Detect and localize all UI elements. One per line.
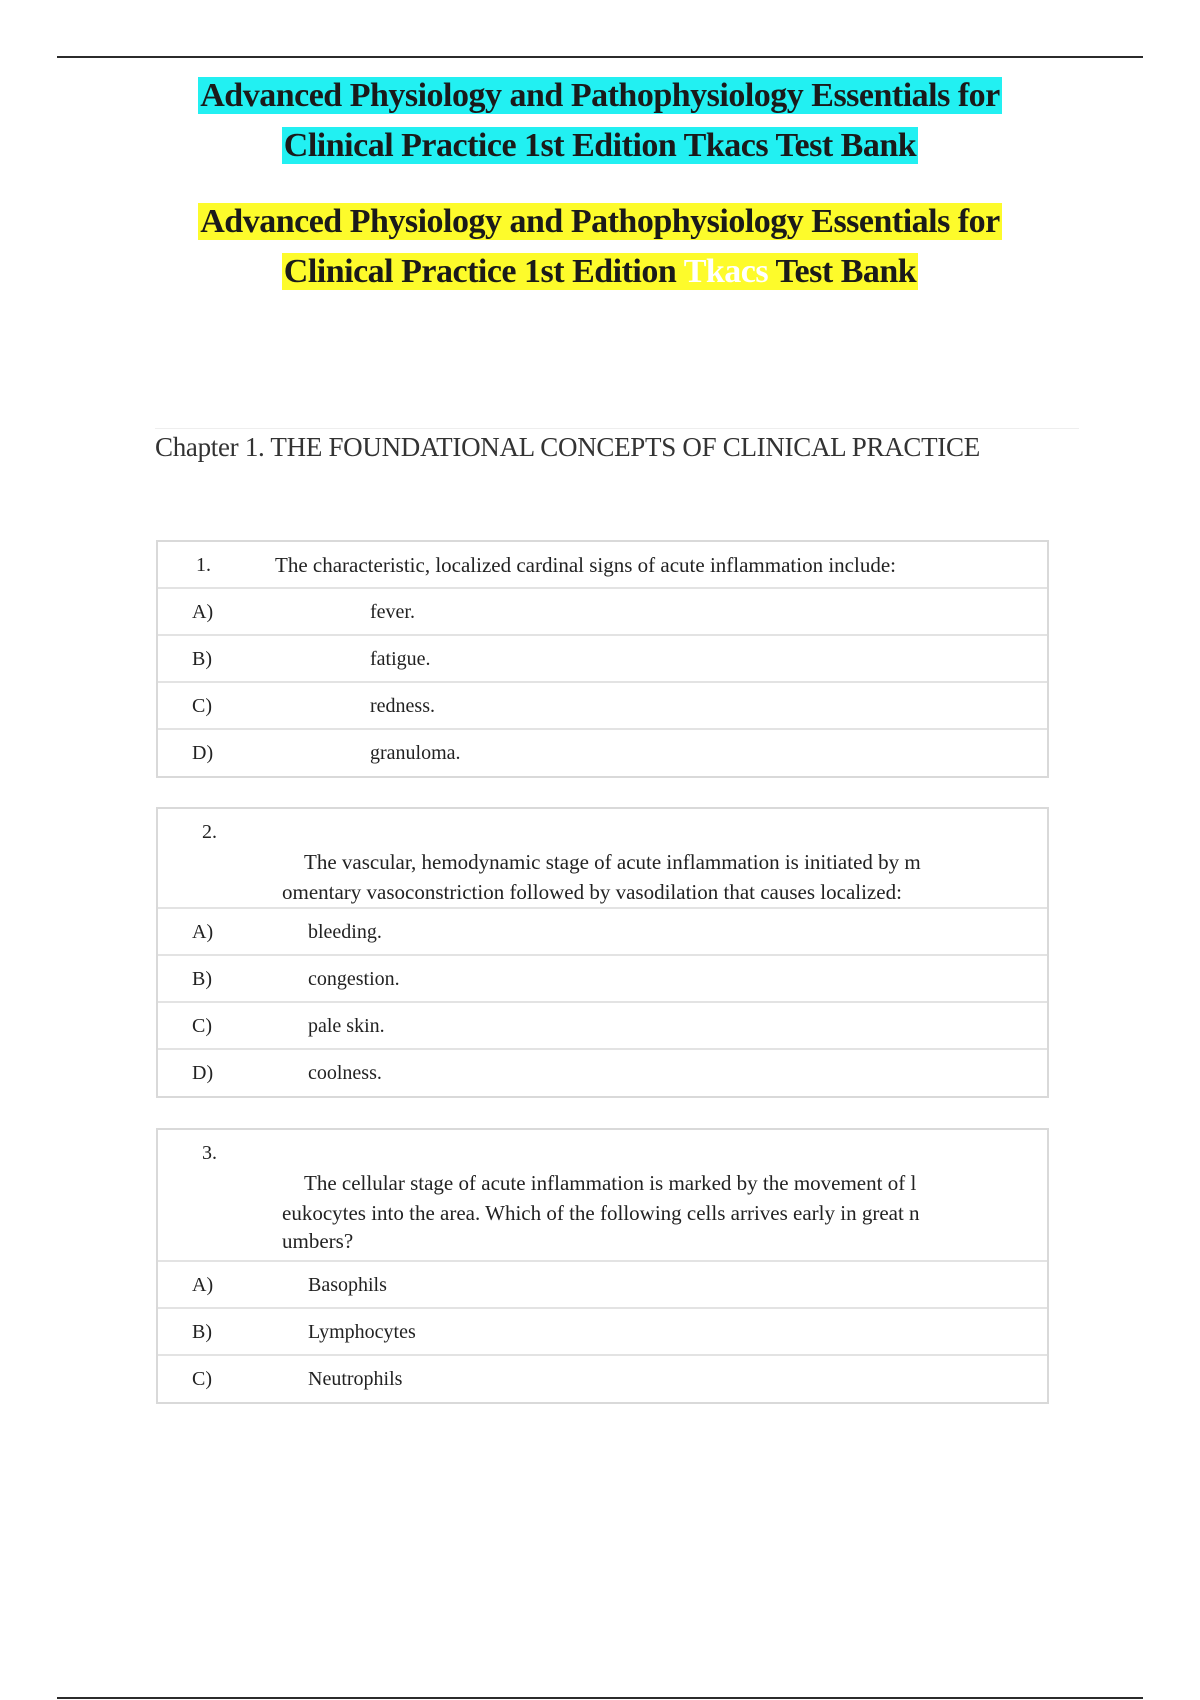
option-letter: C)	[192, 1015, 212, 1037]
question-1-table	[156, 540, 1049, 778]
option-letter: A)	[192, 601, 214, 623]
question-row	[158, 1130, 1047, 1262]
option-text: granuloma.	[370, 742, 461, 764]
option-letter: D)	[192, 1062, 214, 1084]
option-text: redness.	[370, 695, 435, 717]
title-line-2: Clinical Practice 1st Edition Tkacs Test Bank	[283, 127, 917, 164]
chapter-heading: Chapter 1. THE FOUNDATIONAL CONCEPTS OF CLINICAL PRACTICE	[155, 428, 1079, 465]
option-letter: A)	[192, 1274, 214, 1296]
question-row	[158, 809, 1047, 909]
question-text-line-2: eukocytes into the area. Which of the following cells arrives early in great n	[282, 1201, 920, 1225]
option-row	[158, 1262, 1047, 1309]
option-text: Lymphocytes	[308, 1321, 416, 1343]
title-line-1: Advanced Physiology and Pathophysiology Essentials for	[200, 77, 1000, 114]
option-text: bleeding.	[308, 921, 382, 943]
option-row	[158, 1356, 1047, 1402]
option-row	[158, 636, 1047, 683]
question-number: 3.	[202, 1142, 217, 1164]
subtitle-line-2-b: Test Bank	[775, 253, 917, 290]
option-text: Neutrophils	[308, 1368, 403, 1390]
option-row	[158, 1003, 1047, 1050]
question-text-line-1: The vascular, hemodynamic stage of acute inflammation is initiated by m	[304, 850, 921, 874]
option-text: congestion.	[308, 968, 400, 990]
option-row	[158, 909, 1047, 956]
bottom-rule	[57, 1697, 1143, 1699]
question-text-line-1: The cellular stage of acute inflammation is marked by the movement of l	[304, 1171, 917, 1195]
subtitle-line-2-a: Clinical Practice 1st Edition	[283, 253, 677, 290]
option-text: coolness.	[308, 1062, 382, 1084]
subtitle-ghost-text: Tkacs	[683, 253, 769, 290]
option-text: pale skin.	[308, 1015, 385, 1037]
option-text: Basophils	[308, 1274, 387, 1296]
option-letter: C)	[192, 1368, 212, 1390]
option-text: fever.	[370, 601, 415, 623]
question-row	[158, 542, 1047, 589]
question-text-line-3: umbers?	[282, 1229, 354, 1253]
option-text: fatigue.	[370, 648, 431, 670]
option-letter: B)	[192, 648, 212, 670]
subtitle-line-1: Advanced Physiology and Pathophysiology Essentials for	[200, 203, 1000, 240]
question-number: 1.	[196, 554, 211, 576]
option-letter: D)	[192, 742, 214, 764]
option-letter: A)	[192, 921, 214, 943]
question-text-line-2: omentary vasoconstriction followed by vasodilation that causes localized:	[282, 880, 902, 904]
option-letter: B)	[192, 968, 212, 990]
document-subtitle	[100, 197, 1100, 297]
option-row	[158, 683, 1047, 730]
option-row	[158, 1309, 1047, 1356]
document-title	[100, 71, 1100, 171]
question-2-table	[156, 807, 1049, 1098]
subtitle-line-2	[282, 253, 918, 290]
option-row	[158, 956, 1047, 1003]
option-letter: C)	[192, 695, 212, 717]
question-text: The characteristic, localized cardinal signs of acute inflammation include:	[275, 553, 896, 577]
option-row	[158, 730, 1047, 776]
option-row	[158, 1050, 1047, 1096]
question-number: 2.	[202, 821, 217, 843]
option-letter: B)	[192, 1321, 212, 1343]
option-row	[158, 589, 1047, 636]
question-3-table	[156, 1128, 1049, 1404]
top-rule	[57, 56, 1143, 58]
